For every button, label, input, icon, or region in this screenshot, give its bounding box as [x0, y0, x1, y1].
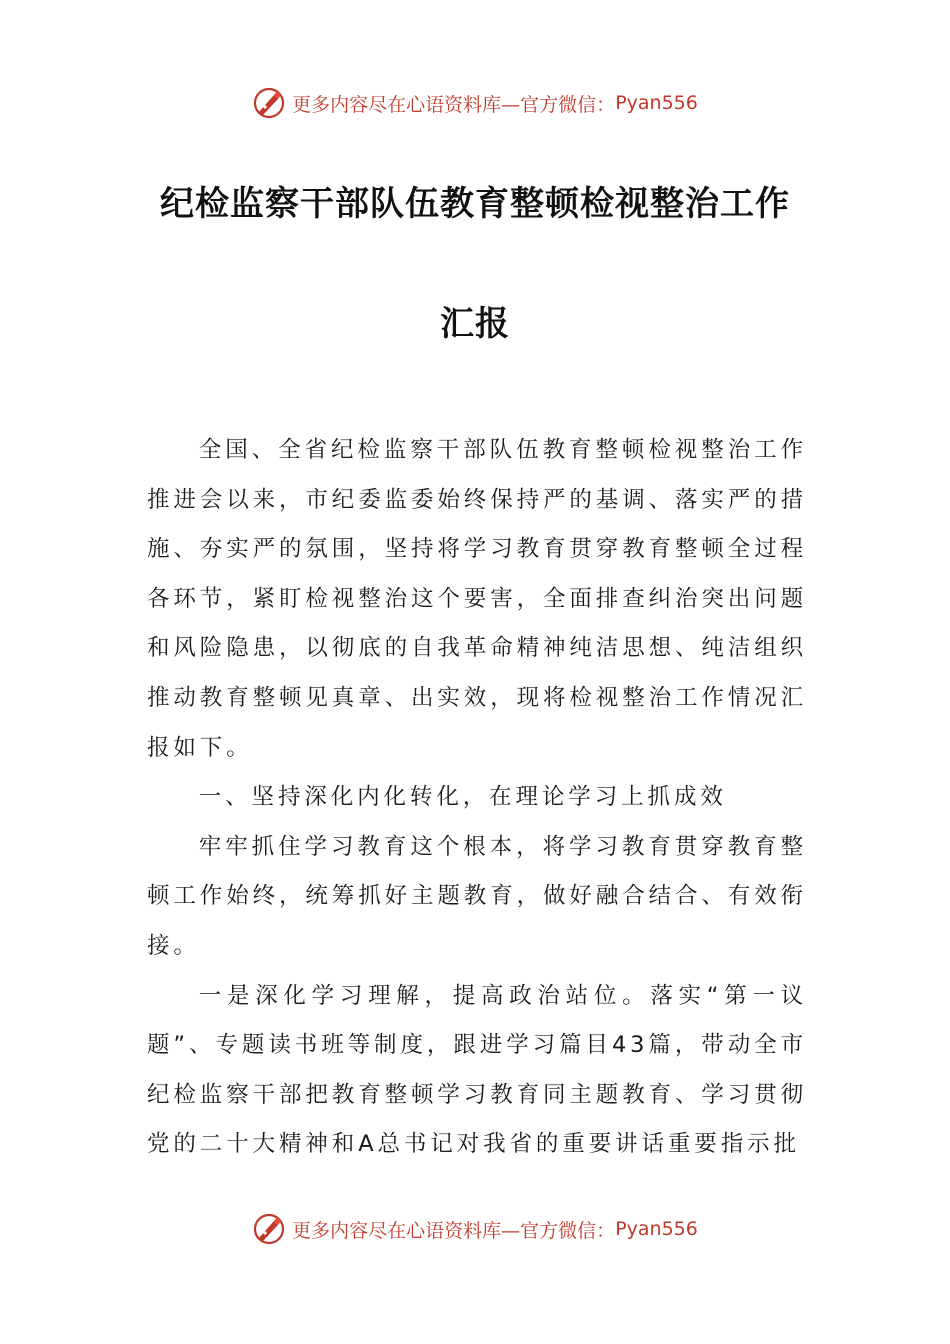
body-paragraph-intro: 全国、全省纪检监察干部队伍教育整顿检视整治工作推进会以来，市纪委监委始终保持严的基调、落实严的措施、夯实严的氛围，坚持将学习教育贯穿教育整顿全过程各环节，紧盯检视整治这个要害，全面排查纠治突出问题和风险隐患，以彻底的自我革命精神纯洁思想、纯洁组织推动教育整顿见真章、出实效，现将检视整治工作情况汇报如下。: [147, 437, 808, 761]
watermark-wechat-id: Pyan556: [615, 1218, 698, 1240]
watermark-text: 更多内容尽在心语资料库: [292, 1219, 502, 1242]
pen-nib-logo-icon: [252, 86, 286, 120]
body-paragraph-section-1-intro: 牢牢抓住学习教育这个根本，将学习教育贯穿教育整顿工作始终，统筹抓好主题教育，做好融合结合、有效衔接。: [147, 833, 808, 959]
watermark-text: 更多内容尽在心语资料库: [292, 93, 502, 116]
watermark-separator: —官方微信：: [501, 1219, 616, 1242]
pen-nib-logo-icon: [252, 1212, 286, 1246]
document-body: [147, 426, 807, 1170]
watermark-separator: —官方微信：: [501, 93, 616, 116]
watermark-footer: [0, 1204, 950, 1254]
document-title-line-1: 纪检监察干部队伍教育整顿检视整治工作: [160, 184, 790, 224]
document-title-line-2: 汇报: [440, 304, 510, 344]
watermark-header: [0, 78, 950, 128]
watermark-wechat-id: Pyan556: [615, 92, 698, 114]
section-heading-1: 一、坚持深化内化转化，在理论学习上抓成效: [198, 784, 727, 811]
body-paragraph-point-1: 一是深化学习理解，提高政治站位。落实“第一议题”、专题读书班等制度，跟进学习篇目43篇，带动全市纪检监察干部把教育整顿学习教育同主题教育、学习贯彻党的二十大精神和A总书记对我省的重要讲话重要指示批: [147, 982, 808, 1158]
